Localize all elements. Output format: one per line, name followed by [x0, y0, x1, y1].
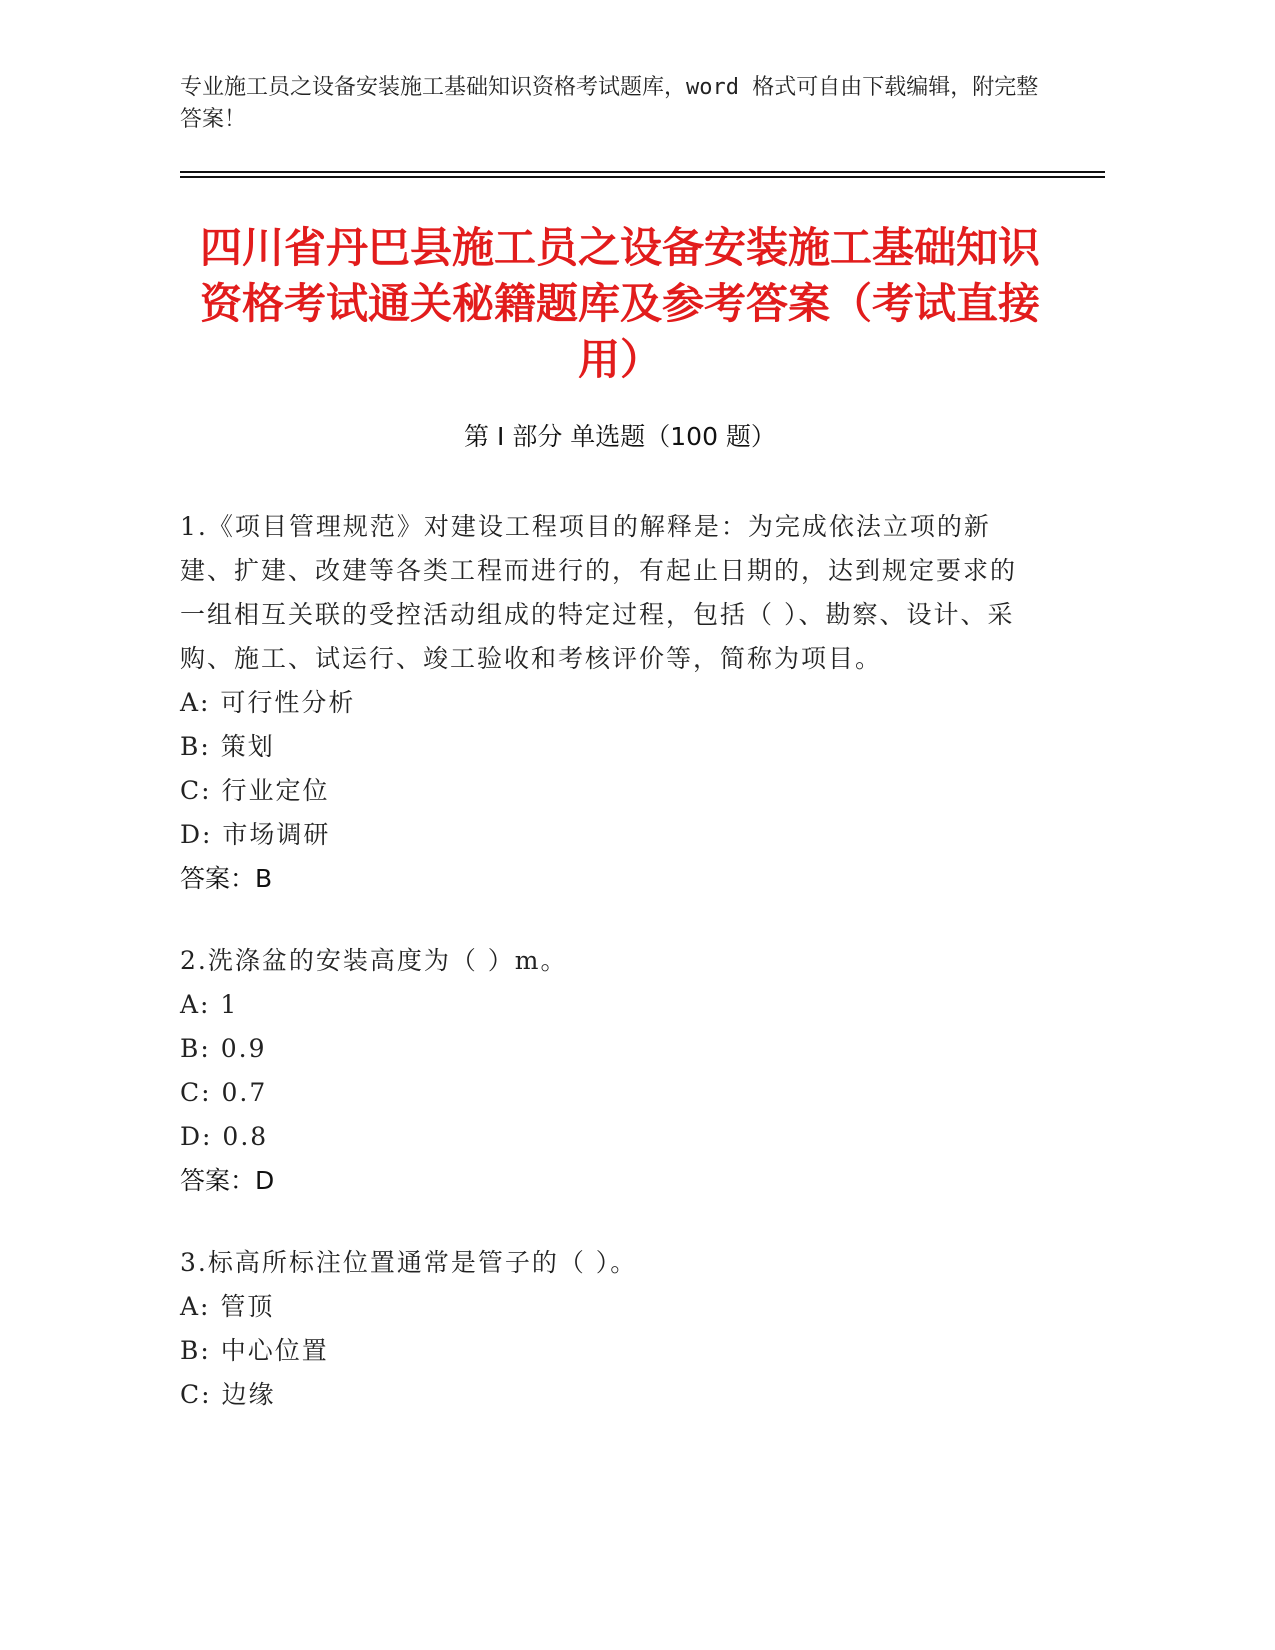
header-note: 专业施工员之设备安装施工基础知识资格考试题库，word 格式可自由下载编辑，附完整答案！ — [180, 75, 1039, 132]
option-b: B: 中心位置 — [180, 1336, 329, 1365]
document-title: 四川省丹巴县施工员之设备安装施工基础知识资格考试通关秘籍题库及参考答案（考试直接用） — [199, 223, 1040, 384]
question-1 — [180, 505, 1040, 901]
answer: 答案：D — [180, 1166, 275, 1195]
header-rule-bottom — [180, 176, 1105, 178]
option-d: D: 0.8 — [180, 1122, 269, 1151]
option-a: A: 可行性分析 — [180, 688, 356, 717]
question-stem: 1.《项目管理规范》对建设工程项目的解释是：为完成依法立项的新建、扩建、改建等各类工程而进行的，有起止日期的，达到规定要求的一组相互关联的受控活动组成的特定过程，包括（ ）、勘察、设计、采购、施工、试运行、竣工验收和考核评价等，简称为项目。 — [180, 512, 1018, 673]
option-c: C: 边缘 — [180, 1380, 276, 1409]
question-stem: 2.洗涤盆的安装高度为（ ）m。 — [180, 946, 568, 975]
option-a: A: 管顶 — [180, 1292, 275, 1321]
question-3 — [180, 1241, 1040, 1417]
question-stem: 3.标高所标注位置通常是管子的（ ）。 — [180, 1248, 638, 1277]
option-d: D: 市场调研 — [180, 820, 331, 849]
option-c: C: 行业定位 — [180, 776, 330, 805]
option-c: C: 0.7 — [180, 1078, 268, 1107]
answer: 答案：B — [180, 864, 273, 893]
option-a: A: 1 — [180, 990, 239, 1019]
header-rule-top — [180, 171, 1105, 173]
option-b: B: 0.9 — [180, 1034, 267, 1063]
section-title: 第 I 部分 单选题（100 题） — [464, 422, 776, 451]
question-list — [180, 505, 1040, 1455]
option-b: B: 策划 — [180, 732, 275, 761]
question-2 — [180, 939, 1040, 1203]
